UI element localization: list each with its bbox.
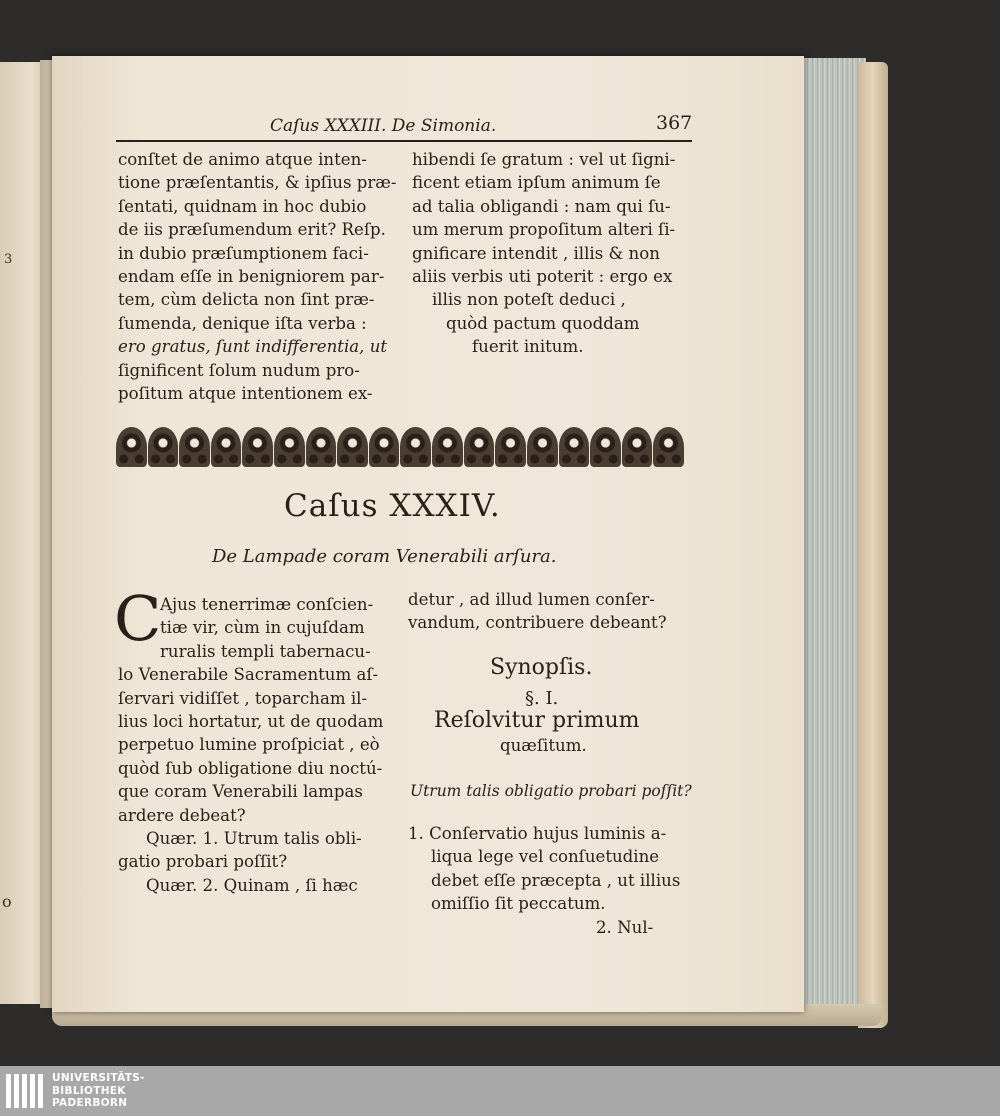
text-line: Quær. 2. Quinam , ſi hæc	[146, 875, 358, 895]
flower-ornament-icon	[590, 427, 621, 467]
text-line: hibendi ſe gratum : vel ut ſigni-	[412, 150, 676, 169]
text-line: detur , ad illud lumen conſer-	[408, 590, 655, 609]
text-line: aliis verbis uti poterit : ergo ex	[412, 266, 673, 286]
text-line: conſtet de animo atque inten-	[118, 150, 367, 169]
flower-ornament-icon	[653, 427, 684, 467]
case-subtitle: De Lampade coram Venerabili arſura.	[212, 546, 557, 567]
text-line: in dubio præſumptionem faci-	[118, 243, 369, 263]
flower-ornament-icon	[274, 427, 305, 467]
body-left-column	[118, 593, 383, 897]
book-cover-edge	[858, 62, 888, 1028]
text-line: quòd pactum quoddam	[446, 313, 640, 333]
text-line: ero gratus, ſunt indifferentia, ut	[118, 337, 388, 357]
flower-ornament-icon	[559, 427, 590, 467]
text-line: tiæ vir, cùm in cujuſdam	[160, 618, 365, 638]
text-line: perpetuo lumine proſpiciat , eò	[118, 735, 380, 755]
flower-ornament-icon	[622, 427, 653, 467]
flower-ornament-icon	[306, 427, 337, 467]
text-line: Ajus tenerrimæ conſcien-	[160, 595, 374, 614]
library-logo-icon	[6, 1074, 46, 1108]
text-line: omiſſio ſit peccatum.	[431, 894, 606, 914]
text-line: ficent etiam ipſum animum ſe	[412, 173, 661, 193]
flower-ornament-icon	[211, 427, 242, 467]
flower-ornament-icon	[432, 427, 463, 467]
text-line: ad talia obligandi : nam qui ſu-	[412, 196, 671, 216]
flower-ornament-icon	[148, 427, 179, 467]
flower-ornament-icon	[179, 427, 210, 467]
header-rule	[116, 140, 692, 142]
top-right-column	[412, 148, 675, 359]
flower-ornament-icon	[527, 427, 558, 467]
resolution-subheading: quæſitum.	[500, 736, 587, 755]
flower-ornament-icon	[116, 427, 147, 467]
running-head-title: Caſus XXXIII. De Simonia.	[270, 116, 497, 136]
logo-line: BIBLIOTHEK	[52, 1084, 126, 1097]
text-line: tione præſentantis, & ipſius præ-	[118, 173, 397, 193]
flower-ornament-icon	[369, 427, 400, 467]
top-left-column	[118, 148, 397, 405]
text-line: endam eſſe in benigniorem par-	[118, 266, 385, 286]
section-mark: §. I.	[525, 688, 559, 709]
flower-ornament-icon	[495, 427, 526, 467]
text-line: um merum propoſitum alteri ſi-	[412, 220, 676, 240]
text-line: tem, cùm delicta non ſint præ-	[118, 290, 375, 310]
flower-ornament-icon	[400, 427, 431, 467]
numbered-paragraph	[408, 822, 680, 916]
text-line: ſumenda, denique iſta verba :	[118, 313, 367, 333]
page-number: 367	[656, 112, 693, 134]
text-line: gatio probari poſſit?	[118, 852, 288, 872]
text-line: Quær. 1. Utrum talis obli-	[146, 828, 362, 848]
text-line: vandum, contribuere debeant?	[408, 613, 667, 633]
text-line: ardere debeat?	[118, 805, 246, 825]
drop-cap: C	[114, 582, 162, 655]
margin-mark: o	[2, 892, 12, 911]
question-italic: Utrum talis obligatio probari poſſit?	[410, 782, 692, 800]
logo-line: UNIVERSITÄTS-	[52, 1072, 145, 1084]
text-line: ſervari vidiſſet , toparcham il-	[118, 688, 368, 708]
library-footer-bar	[0, 1066, 1000, 1116]
text-line: quòd ſub obligatione diu noctú-	[118, 758, 383, 778]
text-line: liqua lege vel conſuetudine	[431, 847, 660, 867]
library-logo-text	[52, 1072, 145, 1110]
text-line: lo Venerabile Sacramentum aſ-	[118, 665, 379, 685]
flower-ornament-icon	[464, 427, 495, 467]
case-heading: Caſus XXXIV.	[284, 488, 501, 524]
resolution-heading: Reſolvitur primum	[434, 708, 640, 733]
text-line: 1. Conſervatio hujus luminis a-	[408, 824, 667, 843]
page-block-edge	[796, 58, 866, 1016]
decorative-ornament-band	[116, 427, 684, 467]
text-line: ruralis templi tabernacu-	[160, 641, 371, 661]
text-line: de iis præſumendum erit? Reſp.	[118, 220, 386, 240]
text-line: illis non poteſt deduci ,	[432, 290, 626, 310]
text-line: ſentati, quidnam in hoc dubio	[118, 196, 367, 216]
text-line: fuerit initum.	[472, 337, 584, 357]
flower-ornament-icon	[337, 427, 368, 467]
text-line: gnificare intendit , illis & non	[412, 243, 660, 263]
synopsis-heading: Synopſis.	[490, 655, 593, 680]
logo-line: PADERBORN	[52, 1097, 128, 1109]
text-line: poſitum atque intentionem ex-	[118, 383, 373, 403]
body-right-top	[408, 588, 667, 635]
flower-ornament-icon	[242, 427, 273, 467]
text-line: lius loci hortatur, ut de quodam	[118, 711, 384, 731]
margin-mark: 3	[4, 252, 13, 267]
text-line: ſignificent ſolum nudum pro-	[118, 360, 360, 380]
catchword: 2. Nul-	[596, 918, 654, 937]
text-line: que coram Venerabili lampas	[118, 782, 363, 802]
text-line: debet eſſe præcepta , ut illius	[431, 870, 681, 890]
